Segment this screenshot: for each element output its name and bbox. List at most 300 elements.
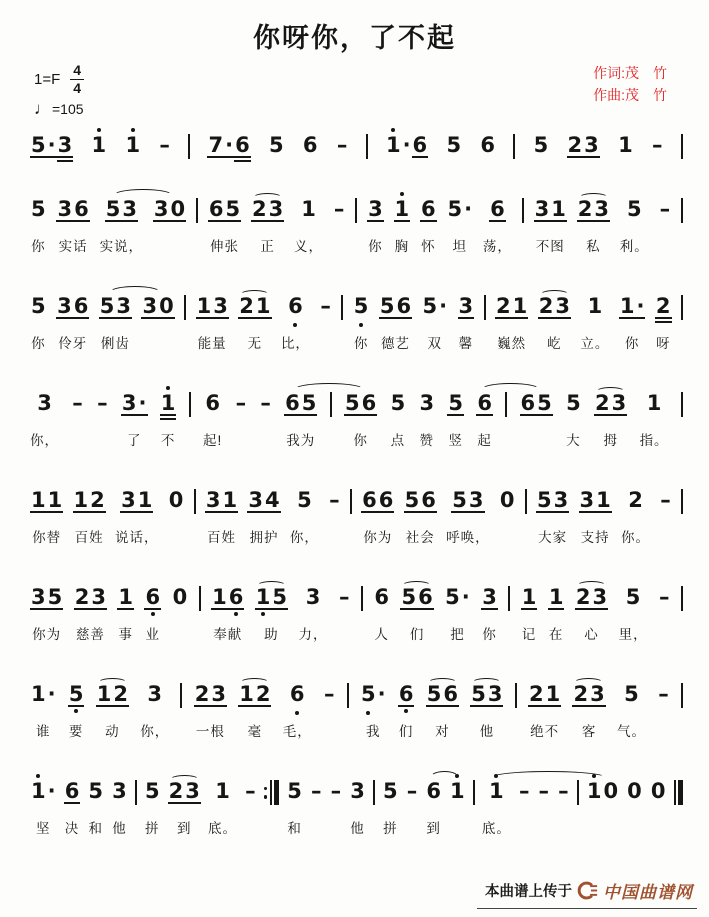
note-glyph: 1 [551, 197, 566, 221]
barline [681, 489, 683, 514]
score-line [30, 767, 683, 838]
note-glyph: 6 [74, 197, 89, 221]
note-cell [617, 683, 646, 741]
note [499, 489, 516, 513]
lyric: 气。 [616, 724, 646, 739]
note-cell [56, 295, 89, 353]
note-cell [319, 295, 332, 353]
octave-dot-low [74, 709, 78, 713]
note-glyph: 6 [520, 391, 536, 415]
note [238, 683, 271, 707]
note-cell [579, 489, 612, 547]
octave-dot-high [592, 774, 596, 778]
note-glyph: 1 [646, 391, 662, 415]
note [144, 586, 161, 610]
lyric: 助 [264, 627, 279, 642]
note-glyph: 1 [91, 134, 108, 158]
note-glyph: 3 [57, 294, 72, 318]
note-glyph: 6 [418, 585, 433, 609]
note-glyph: 5 [379, 294, 395, 318]
note [120, 489, 153, 513]
note-glyph: 5 [68, 683, 85, 707]
lyric: 和 [287, 821, 302, 836]
note-cell [338, 586, 351, 644]
note-cell [621, 489, 650, 547]
note [379, 295, 412, 319]
note-cell [208, 780, 237, 838]
barline [341, 295, 343, 320]
composer-credit: 作曲:茂 竹 [593, 86, 667, 103]
note-cell [406, 780, 419, 838]
note-cell [626, 780, 643, 838]
barline [188, 134, 190, 159]
note-glyph: – [159, 133, 170, 157]
note [211, 586, 244, 610]
note [310, 780, 323, 804]
note-glyph: 5 [426, 682, 442, 706]
note-glyph: 1 [31, 488, 46, 512]
lyric: 心 [584, 627, 599, 642]
note-cell [96, 392, 109, 450]
lyric: 起! [203, 433, 223, 448]
note-glyph: 3 [185, 779, 200, 803]
note-glyph: 5 [404, 488, 420, 512]
note-cell [394, 198, 411, 256]
note-glyph: 1 [196, 294, 212, 318]
lyric: 绝不 [530, 724, 560, 739]
lyric: 奉献 [213, 627, 243, 642]
note [244, 780, 257, 804]
note [617, 134, 634, 158]
note-glyph: 1 [548, 585, 564, 609]
note-glyph: 5 [448, 391, 464, 415]
note-cell [259, 392, 272, 450]
note-cell [373, 586, 390, 644]
lyric: 到 [177, 821, 192, 836]
barline [189, 392, 191, 417]
note [538, 295, 571, 319]
note-glyph: 5 [533, 133, 549, 157]
note-glyph: 6 [396, 294, 412, 318]
lyric: 我 [366, 724, 381, 739]
note-cell [323, 683, 336, 741]
lyric: 坚 [36, 821, 51, 836]
note-cell [536, 489, 569, 547]
lyric: 们 [409, 627, 425, 642]
note [451, 489, 484, 513]
note [121, 392, 148, 416]
note-cell [294, 198, 323, 256]
note-glyph: 6 [235, 133, 250, 157]
note-cell [194, 683, 227, 741]
lyric: 伶牙 [58, 336, 88, 351]
barline [681, 134, 683, 159]
lyric: 支持 [580, 530, 610, 545]
note-glyph: 1 [301, 197, 316, 221]
barline-thin [366, 134, 368, 159]
note-glyph: 3 [248, 488, 263, 512]
note-glyph: 3 [487, 682, 503, 706]
note-glyph: 6 [398, 683, 415, 707]
note-glyph: 1 [587, 294, 603, 318]
note [207, 134, 250, 158]
lyric: 事 [118, 627, 133, 642]
note-glyph: 1 [449, 780, 466, 804]
note-cell [446, 198, 473, 256]
note [56, 295, 89, 319]
note-glyph: 2 [251, 197, 267, 221]
note-cell [444, 586, 471, 644]
note-cell [141, 295, 174, 353]
note-cell [144, 780, 161, 838]
note-glyph: 1 [255, 294, 271, 318]
barline-thin [180, 683, 182, 708]
note [349, 780, 366, 804]
note-cell [330, 780, 343, 838]
lyric: 你 [353, 336, 369, 351]
lyric: 呀 [655, 336, 671, 351]
lyric: 拇 [603, 433, 618, 448]
note-cell [385, 134, 428, 158]
note-glyph: 1 [118, 585, 134, 609]
lyric: 不图 [535, 239, 565, 254]
note [404, 489, 437, 513]
note-cell [548, 586, 565, 644]
note-glyph: · [47, 133, 56, 157]
lyric: 了 [126, 433, 142, 448]
note-cell [482, 780, 511, 838]
lyric: 百姓 [207, 530, 236, 545]
note-glyph: 6 [208, 197, 224, 221]
note-glyph: 2 [655, 294, 671, 318]
note-glyph: – [260, 391, 271, 415]
note [594, 392, 627, 416]
lyric: 记 [521, 627, 537, 642]
note-glyph: 5 [537, 488, 552, 512]
note-glyph: 6 [490, 197, 505, 221]
octave-dot-high [455, 774, 459, 778]
note-cell [124, 134, 141, 158]
note-glyph: 1 [137, 488, 153, 512]
note [153, 198, 186, 222]
note-glyph: 1 [222, 488, 238, 512]
barline [508, 586, 510, 611]
note [567, 134, 600, 158]
note-cell [100, 198, 144, 256]
note-glyph: 6 [285, 391, 300, 415]
time-signature-top: 4 [70, 63, 84, 80]
lyric: 大 [566, 433, 581, 448]
note-glyph: 2 [538, 294, 554, 318]
barline-thin [674, 780, 676, 805]
note [284, 392, 317, 416]
note [444, 586, 471, 610]
note [625, 586, 642, 610]
note-glyph: 3 [268, 197, 284, 221]
note [330, 780, 343, 804]
lyric: 怀 [421, 239, 436, 254]
lyric: 拼 [145, 821, 160, 836]
credits-block [593, 63, 667, 106]
lyric: 你， [140, 724, 170, 739]
lyric: 你 [31, 336, 46, 351]
note-cell [580, 295, 609, 353]
note [557, 780, 570, 804]
note-cell [286, 780, 303, 838]
note-cell [207, 134, 250, 158]
note [548, 586, 565, 610]
note-cell [99, 295, 132, 353]
final-barline [674, 780, 683, 805]
note [204, 392, 221, 416]
octave-dot-low [151, 612, 155, 616]
score-line [30, 476, 683, 547]
note-cell [349, 780, 366, 838]
note-cell [205, 489, 238, 547]
note-glyph: 3 [419, 391, 435, 415]
lyric: 俐齿 [100, 336, 130, 351]
note-cell [425, 780, 442, 838]
octave-dot-high [400, 192, 404, 196]
note-glyph: 5 [537, 391, 552, 415]
note [418, 392, 435, 416]
lyric: 坦 [452, 239, 468, 254]
note-glyph: 0 [172, 585, 188, 609]
key-label: 1=F [34, 70, 61, 88]
note-glyph: 3 [112, 779, 127, 803]
note-glyph: 5 [345, 391, 360, 415]
note-glyph: 1 [96, 682, 112, 706]
note [445, 134, 462, 158]
note-cell [235, 392, 248, 450]
note-glyph: 1 [586, 780, 603, 804]
note [577, 198, 610, 222]
note [658, 586, 671, 610]
note-cell [153, 198, 186, 256]
note [361, 489, 394, 513]
note [659, 489, 672, 513]
note [406, 780, 419, 804]
lyric: 你， [30, 433, 59, 448]
lyric: 德艺 [380, 336, 410, 351]
note-glyph: 5 [31, 197, 46, 221]
note-cell [586, 780, 619, 838]
note-cell [650, 780, 667, 838]
time-signature-bottom: 4 [73, 79, 82, 96]
note-cell [64, 780, 81, 838]
note-glyph: 6 [287, 295, 304, 319]
note [458, 295, 475, 319]
lyric: 你 [482, 627, 497, 642]
note-glyph: · [439, 294, 448, 318]
note-cell [30, 683, 57, 741]
barline-thin [184, 295, 186, 320]
note-glyph: 6 [144, 586, 161, 610]
note-cell [168, 780, 201, 838]
note-cell [56, 198, 89, 256]
barline [473, 780, 475, 805]
note-cell [360, 683, 387, 741]
note-glyph: – [538, 779, 550, 803]
note-glyph: 3 [31, 585, 46, 609]
note [87, 780, 104, 804]
lyric: 点 [390, 433, 406, 448]
note-glyph: 0 [159, 294, 174, 318]
note [36, 392, 53, 416]
note [146, 683, 163, 707]
note [572, 683, 605, 707]
note [520, 392, 553, 416]
note-glyph: 3 [153, 197, 169, 221]
note [259, 392, 272, 416]
note-cell [353, 295, 370, 353]
note-cell [168, 489, 185, 547]
lyric: 能量 [197, 336, 227, 351]
note-cell [594, 392, 627, 450]
note [302, 134, 319, 158]
note [286, 780, 303, 804]
note [251, 198, 284, 222]
barline-thin [347, 683, 349, 708]
note-cell [382, 780, 399, 838]
note-glyph: 3 [350, 779, 365, 803]
lyric: 一根 [195, 724, 225, 739]
note-cell [619, 586, 648, 644]
note [247, 489, 280, 513]
lyric: 业 [145, 627, 161, 642]
note-glyph: 6 [302, 133, 318, 157]
note-cell [144, 586, 161, 644]
note-cell [328, 489, 341, 547]
lyric: 和 [88, 821, 103, 836]
note-glyph: 2 [168, 779, 184, 803]
note [96, 683, 129, 707]
note-glyph: 6 [421, 197, 436, 221]
lyric: 指。 [639, 433, 669, 448]
note-glyph: 3 [579, 488, 595, 512]
lyric: 力， [298, 627, 328, 642]
quarter-note-icon: ♩ [34, 99, 51, 119]
note-cell [495, 295, 528, 353]
barline [361, 586, 363, 611]
note-cell [30, 780, 57, 838]
note [300, 198, 317, 222]
note [336, 134, 349, 158]
note-glyph: 5 [353, 295, 370, 319]
note [394, 198, 411, 222]
note-glyph: 1 [30, 780, 47, 804]
note [68, 683, 85, 707]
note [208, 198, 241, 222]
note-cell [651, 134, 664, 158]
barline [515, 683, 517, 708]
note-glyph: 6 [477, 391, 492, 415]
note-cell [30, 489, 63, 547]
barline [681, 586, 683, 611]
note-cell [483, 198, 512, 256]
note [172, 586, 189, 610]
note-glyph: 5 [301, 391, 317, 415]
octave-dot-high [494, 774, 498, 778]
note [74, 586, 107, 610]
lyric: 里， [618, 627, 648, 642]
note-glyph: 3 [553, 488, 569, 512]
octave-dot-high [97, 128, 101, 132]
barline-thin [681, 198, 683, 223]
lyric: 你 [31, 239, 46, 254]
site-logo-icon [577, 881, 598, 900]
note [446, 198, 473, 222]
octave-dot-low [366, 711, 370, 715]
barline-thin [681, 392, 683, 417]
barline [350, 489, 352, 514]
lyric: 底。 [208, 821, 238, 836]
note-glyph: 2 [255, 682, 271, 706]
note-cell [565, 392, 582, 450]
note-glyph: – [659, 197, 671, 221]
note [30, 683, 57, 707]
note-glyph: 5 [47, 585, 63, 609]
note-cell [160, 392, 177, 450]
note-cell [518, 780, 531, 838]
note [268, 134, 285, 158]
note-cell [333, 198, 346, 256]
note-cell [572, 683, 605, 741]
score-line [30, 670, 683, 741]
lyric: 动 [105, 724, 120, 739]
note-glyph: 2 [628, 488, 643, 512]
note-glyph: 2 [575, 585, 591, 609]
note-cell [617, 134, 634, 158]
note-glyph: 5 [105, 197, 121, 221]
note [30, 295, 47, 319]
note-glyph: 5 [446, 133, 462, 157]
barline-thin [373, 780, 375, 805]
note-glyph: – [311, 779, 322, 803]
barline [513, 134, 515, 159]
note-cell [208, 198, 241, 256]
note-glyph: 5 [88, 779, 104, 803]
note-cell [344, 392, 377, 450]
note-glyph: 5 [422, 294, 438, 318]
note [296, 489, 313, 513]
note-glyph: – [336, 133, 348, 157]
barline-thin [484, 295, 486, 320]
barline-thin [196, 198, 198, 223]
note-cell [30, 198, 47, 256]
note-cell [117, 586, 134, 644]
note-glyph: 2 [90, 488, 105, 512]
note-cell [336, 134, 349, 158]
lyric: 把 [450, 627, 465, 642]
barline [355, 198, 357, 223]
lyric: 决 [64, 821, 80, 836]
lyric: 大家 [538, 530, 568, 545]
note [111, 780, 128, 804]
note [333, 198, 346, 222]
lyric: 底。 [481, 821, 511, 836]
note-glyph: 3 [121, 488, 136, 512]
octave-dot-low [295, 711, 299, 715]
note-glyph: 0 [170, 197, 186, 221]
note-glyph: 5 [144, 779, 160, 803]
note-glyph: 1 [215, 779, 230, 803]
barline [505, 392, 507, 417]
note [575, 586, 608, 610]
lyric: 你 [624, 336, 640, 351]
note-glyph: 3 [147, 682, 163, 706]
note-cell [251, 198, 284, 256]
